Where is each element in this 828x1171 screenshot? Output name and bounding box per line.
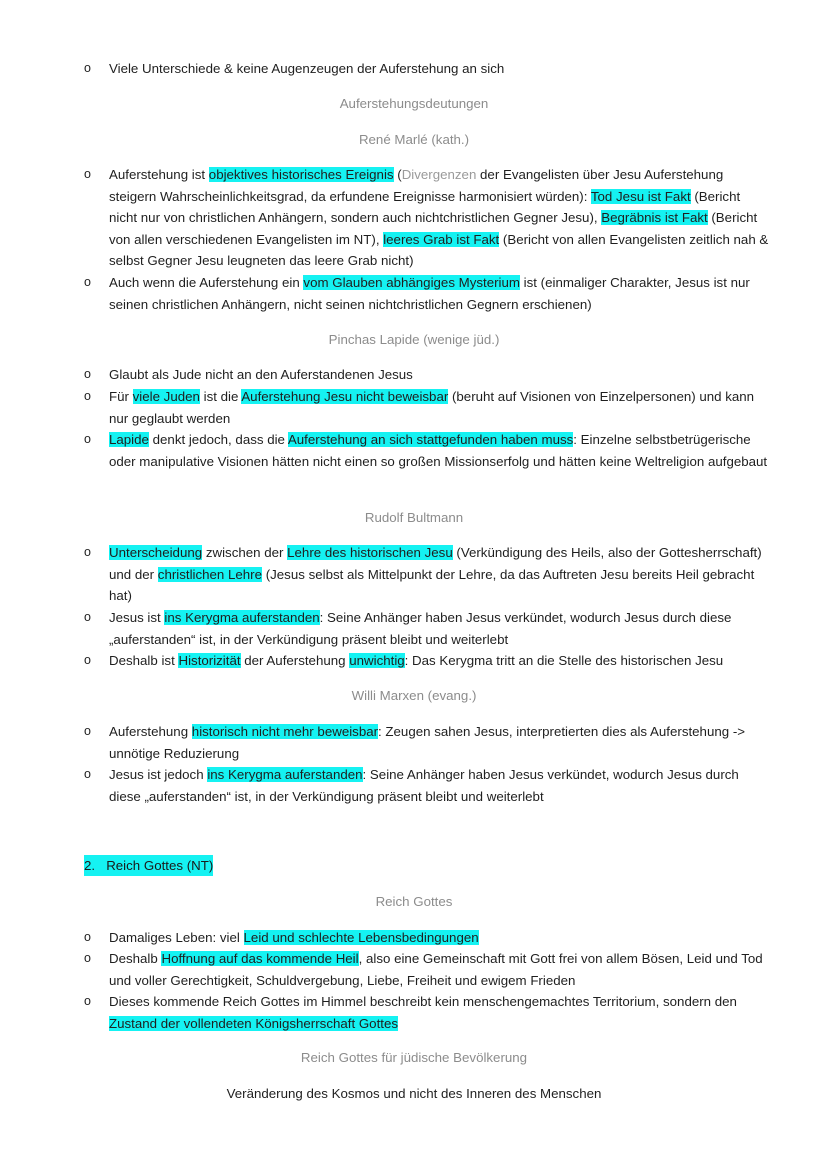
highlight: ins Kerygma auferstanden [164,610,320,625]
numbered-heading [84,855,213,876]
subsection-heading-reich: Reich Gottes [375,894,453,909]
bullet-marker: o [84,61,91,75]
highlight: leeres Grab ist Fakt [383,231,500,247]
bullet-marker: o [84,994,91,1008]
bullet-text: Auferstehung ist objektives historisches Ereignis (Divergenzen der Evangelisten über Jesu Auferstehung steigern Wahrscheinlichkeitsgrad, da erfundene Ereignisse harmonisiert würden): Tod Jesu ist Fakt (Bericht nicht nur von christlichen Anhängern, sondern auch nichtchristlichen Gegner Jesu), Begräbnis ist Fakt (Bericht von allen verschiedenen Evangelisten im NT), leeres Grab ist Fakt (Bericht von allen Evangelisten zeitlich nah & selbst Gegner Jesu leugneten das leere Grab nicht) [109,167,769,268]
bullet-marker: o [84,767,91,781]
bullet-text: Lapide denkt jedoch, dass die Auferstehung an sich stattgefunden haben muss: Einzelne selbstbetrügerische oder manipulative Visionen hätten nicht einen so großen Missionserfolg und hätten keine Weltreligion aufgebaut [109,432,768,469]
highlight: Hoffnung auf das kommende Heil [161,951,359,966]
bullet-text: Jesus ist ins Kerygma auferstanden: Seine Anhänger haben Jesus verkündet, wodurch Jesus durch diese „auferstanden“ ist, in der Verkündigung präsent bleibt und weiterlebt [109,610,732,647]
bullet-text: Auferstehung historisch nicht mehr beweisbar: Zeugen sahen Jesus, interpretierten dies als Auferstehung -> unnötige Reduzierung [109,724,746,761]
bullet-text: Jesus ist jedoch ins Kerygma auferstanden: Seine Anhänger haben Jesus verkündet, wodurch Jesus durch diese „auferstanden“ ist, in der Verkündigung präsent bleibt und weiterlebt [109,767,739,804]
subsection-heading-jewish: Reich Gottes für jüdische Bevölkerung [300,1050,528,1065]
bullet-text: Deshalb Hoffnung auf das kommende Heil, also eine Gemeinschaft mit Gott frei von allem Bösen, Leid und Tod und voller Gerechtigkeit, Schuldvergebung, Liebe, Freiheit und ewigem Frieden [109,951,763,988]
bullet-marker: o [84,545,91,559]
highlight: Lehre des historischen Jesu [287,545,453,560]
bullet-text: Für viele Juden ist die Auferstehung Jesu nicht beweisbar (beruht auf Visionen von Einzelpersonen) und kann nur geglaubt werden [109,389,755,426]
bullet-marker: o [84,389,91,403]
highlight: Auferstehung Jesu nicht beweisbar [241,389,449,404]
subsection-heading-bultmann: Rudolf Bultmann [364,510,464,525]
highlight: historisch nicht mehr beweisbar [191,724,379,739]
centered-statement: Veränderung des Kosmos und nicht des Inneren des Menschen [226,1086,602,1101]
highlight: ins Kerygma auferstanden [207,767,363,782]
highlight: Historizität [178,653,241,668]
bullet-marker: o [84,167,91,181]
highlight: christlichen Lehre [157,566,263,582]
bullet-marker: o [84,930,91,944]
highlight: Tod Jesu ist Fakt [590,188,691,204]
highlight: viele Juden [132,389,200,404]
bullet-marker: o [84,432,91,446]
highlight: Lapide [109,432,149,447]
section-heading: Auferstehungsdeutungen [339,96,489,111]
bullet-marker: o [84,610,91,624]
bullet-marker: o [84,951,91,965]
bullet-text: Damaliges Leben: viel Leid und schlechte Lebensbedingungen [109,930,479,945]
bullet-marker: o [84,275,91,289]
bullet-marker: o [84,367,91,381]
bullet-text: Dieses kommende Reich Gottes im Himmel beschreibt kein menschengemachtes Territorium, sondern den Zustand der vollendeten Königsherrschaft Gottes [109,994,737,1031]
bullet-marker: o [84,724,91,738]
highlight: Begräbnis ist Fakt [601,210,708,225]
heading-number: 2. [84,858,96,873]
highlight: Unterscheidung [109,545,203,560]
bullet-text: Auch wenn die Auferstehung ein vom Glauben abhängiges Mysterium ist (einmaliger Charakter, Jesus ist nur seinen christlichen Anhängern, nicht seinen nichtchristlichen Gegnern erschienen) [109,275,750,312]
bullet-marker: o [84,653,91,667]
highlight: Leid und schlechte Lebensbedingungen [243,930,479,945]
highlight: objektives historisches Ereignis [208,167,394,182]
bullet-text: Glaubt als Jude nicht an den Auferstandenen Jesus [109,367,413,382]
bullet-text: Viele Unterschiede & keine Augenzeugen der Auferstehung an sich [109,61,505,76]
bullet-text: Unterscheidung zwischen der Lehre des historischen Jesu (Verkündigung des Heils, also der Gottesherrschaft) und der christlichen Lehre (Jesus selbst als Mittelpunkt der Lehre, da das Auftreten Jesu bereits Heil gebracht hat) [109,545,762,603]
highlight: unwichtig [349,653,405,668]
bullet-text: Deshalb ist Historizität der Auferstehung unwichtig: Das Kerygma tritt an die Stelle des historischen Jesu [109,653,724,668]
heading-title: Reich Gottes (NT) [106,858,214,873]
highlight: Auferstehung an sich stattgefunden haben muss [287,432,574,447]
highlight: Zustand der vollendeten Königsherrschaft Gottes [109,1015,399,1031]
subsection-heading-marle: René Marlé (kath.) [358,132,470,147]
highlight: vom Glauben abhängiges Mysterium [303,275,520,290]
subsection-heading-marxen: Willi Marxen (evang.) [351,688,477,703]
subsection-heading-lapide: Pinchas Lapide (wenige jüd.) [328,332,500,347]
